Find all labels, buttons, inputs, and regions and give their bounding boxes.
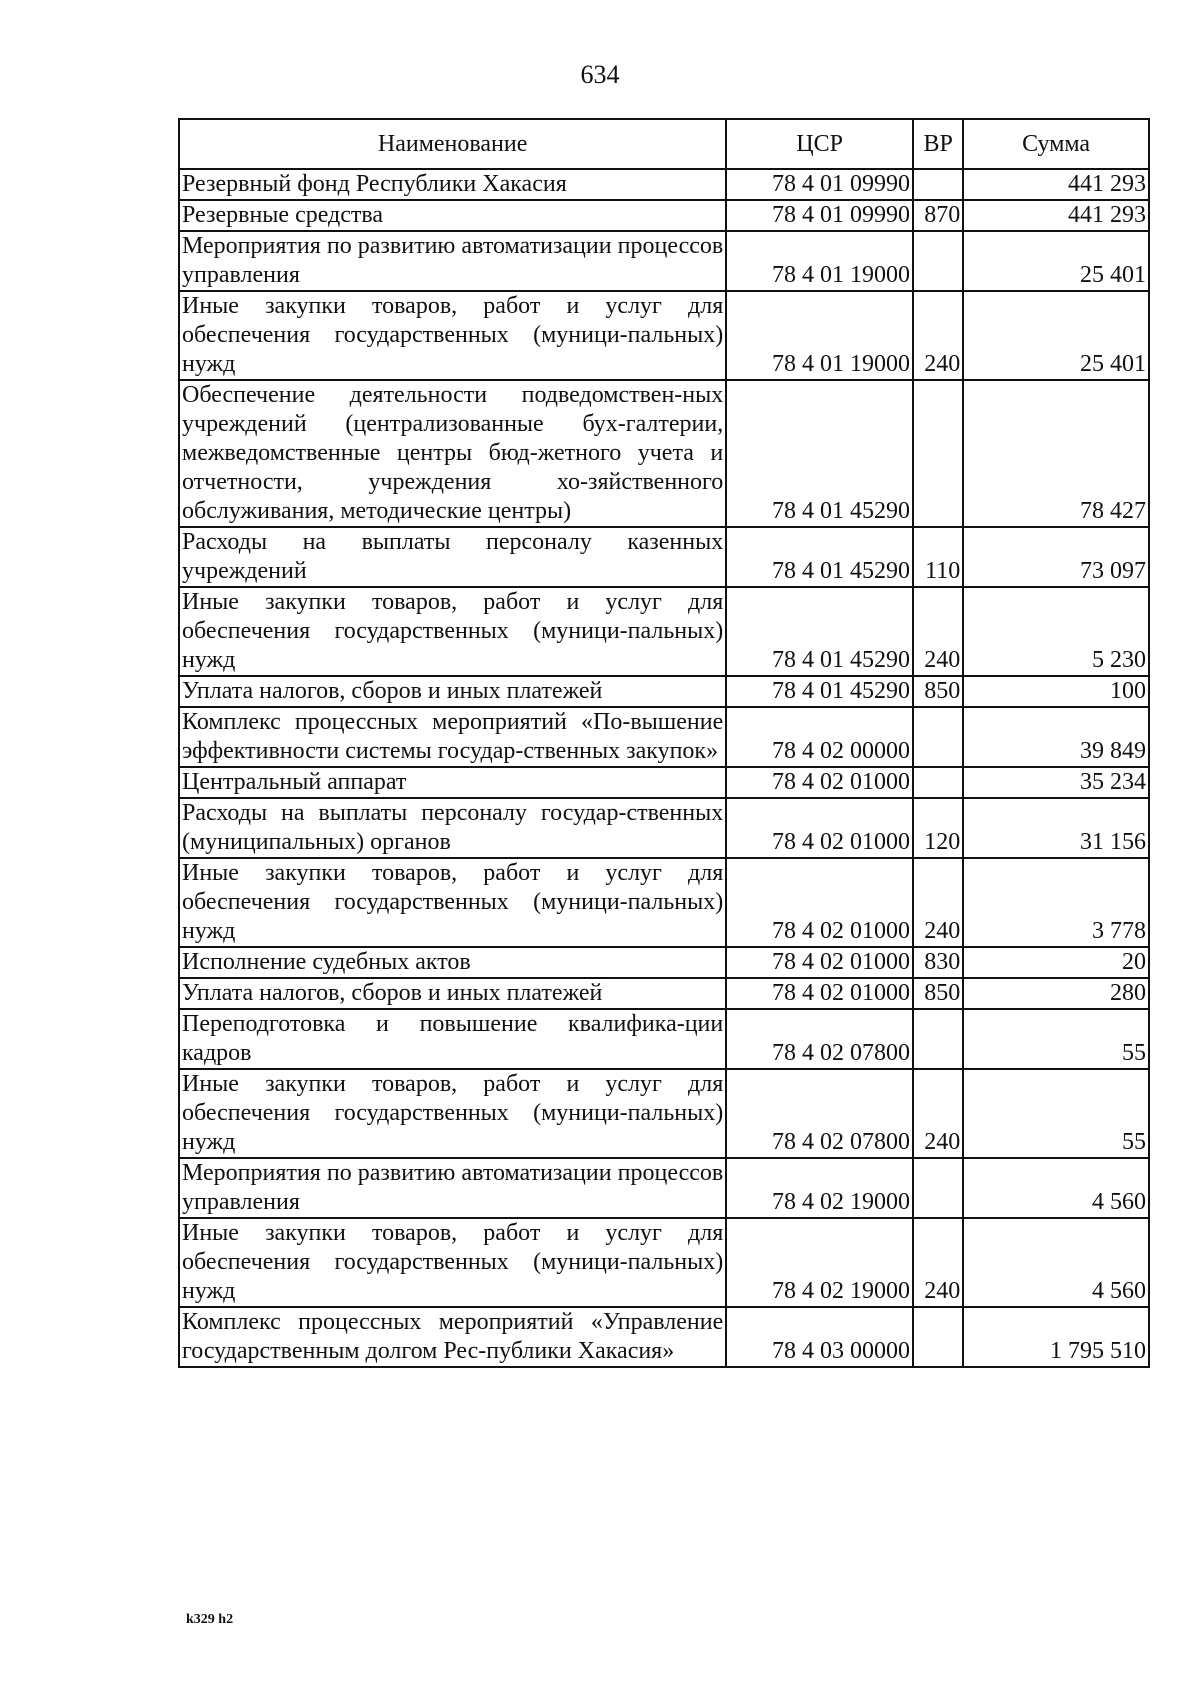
cell-sum: 441 293 xyxy=(963,200,1149,231)
cell-name: Комплекс процессных мероприятий «Управление государственным долгом Рес-публики Хакасия» xyxy=(179,1307,726,1367)
cell-vr xyxy=(913,380,963,527)
cell-sum: 280 xyxy=(963,978,1149,1009)
cell-sum: 55 xyxy=(963,1069,1149,1158)
cell-csr: 78 4 02 07800 xyxy=(726,1069,913,1158)
cell-sum: 25 401 xyxy=(963,291,1149,380)
table-row xyxy=(179,169,1149,200)
cell-vr xyxy=(913,1158,963,1218)
cell-csr: 78 4 02 01000 xyxy=(726,767,913,798)
cell-sum: 4 560 xyxy=(963,1218,1149,1307)
header-name: Наименование xyxy=(179,119,726,169)
cell-name: Иные закупки товаров, работ и услуг для обеспечения государственных (муници-пальных) нужд xyxy=(179,858,726,947)
cell-csr: 78 4 01 45290 xyxy=(726,380,913,527)
cell-sum: 39 849 xyxy=(963,707,1149,767)
table-row xyxy=(179,200,1149,231)
table-row xyxy=(179,978,1149,1009)
cell-vr: 240 xyxy=(913,1069,963,1158)
cell-name: Уплата налогов, сборов и иных платежей xyxy=(179,978,726,1009)
page-number: 634 xyxy=(580,60,620,89)
table-row xyxy=(179,1069,1149,1158)
cell-vr: 240 xyxy=(913,1218,963,1307)
table-row xyxy=(179,527,1149,587)
cell-name: Уплата налогов, сборов и иных платежей xyxy=(179,676,726,707)
table-row xyxy=(179,1218,1149,1307)
cell-sum: 78 427 xyxy=(963,380,1149,527)
cell-vr xyxy=(913,767,963,798)
table-body xyxy=(179,169,1149,1367)
table-row xyxy=(179,767,1149,798)
cell-name: Иные закупки товаров, работ и услуг для обеспечения государственных (муници-пальных) нужд xyxy=(179,1069,726,1158)
cell-name: Мероприятия по развитию автоматизации процессов управления xyxy=(179,1158,726,1218)
cell-vr xyxy=(913,231,963,291)
cell-sum: 4 560 xyxy=(963,1158,1149,1218)
cell-vr: 110 xyxy=(913,527,963,587)
cell-csr: 78 4 01 45290 xyxy=(726,676,913,707)
table-row xyxy=(179,707,1149,767)
cell-sum: 100 xyxy=(963,676,1149,707)
cell-vr: 850 xyxy=(913,978,963,1009)
cell-name: Расходы на выплаты персоналу государ-ственных (муниципальных) органов xyxy=(179,798,726,858)
cell-vr: 240 xyxy=(913,858,963,947)
table-row xyxy=(179,380,1149,527)
cell-vr: 240 xyxy=(913,291,963,380)
cell-csr: 78 4 01 45290 xyxy=(726,587,913,676)
header-sum: Сумма xyxy=(963,119,1149,169)
table-row xyxy=(179,291,1149,380)
cell-vr: 240 xyxy=(913,587,963,676)
cell-sum: 5 230 xyxy=(963,587,1149,676)
cell-name: Резервные средства xyxy=(179,200,726,231)
cell-name: Иные закупки товаров, работ и услуг для обеспечения государственных (муници-пальных) нужд xyxy=(179,587,726,676)
cell-csr: 78 4 02 01000 xyxy=(726,947,913,978)
table-row xyxy=(179,858,1149,947)
cell-csr: 78 4 02 19000 xyxy=(726,1158,913,1218)
cell-name: Иные закупки товаров, работ и услуг для обеспечения государственных (муници-пальных) нужд xyxy=(179,291,726,380)
cell-csr: 78 4 02 01000 xyxy=(726,798,913,858)
cell-csr: 78 4 02 01000 xyxy=(726,978,913,1009)
table-row xyxy=(179,798,1149,858)
cell-name: Иные закупки товаров, работ и услуг для обеспечения государственных (муници-пальных) нужд xyxy=(179,1218,726,1307)
cell-csr: 78 4 01 19000 xyxy=(726,231,913,291)
cell-name: Резервный фонд Республики Хакасия xyxy=(179,169,726,200)
cell-csr: 78 4 01 09990 xyxy=(726,169,913,200)
cell-csr: 78 4 01 45290 xyxy=(726,527,913,587)
cell-vr xyxy=(913,1307,963,1367)
cell-vr: 830 xyxy=(913,947,963,978)
table-row xyxy=(179,1158,1149,1218)
cell-sum: 1 795 510 xyxy=(963,1307,1149,1367)
cell-name: Мероприятия по развитию автоматизации процессов управления xyxy=(179,231,726,291)
cell-name: Исполнение судебных актов xyxy=(179,947,726,978)
cell-sum: 441 293 xyxy=(963,169,1149,200)
header-vr: ВР xyxy=(913,119,963,169)
cell-sum: 3 778 xyxy=(963,858,1149,947)
cell-csr: 78 4 03 00000 xyxy=(726,1307,913,1367)
cell-name: Центральный аппарат xyxy=(179,767,726,798)
footer-code: k329 h2 xyxy=(186,1612,234,1627)
cell-vr xyxy=(913,169,963,200)
cell-vr: 120 xyxy=(913,798,963,858)
cell-vr xyxy=(913,707,963,767)
cell-vr: 870 xyxy=(913,200,963,231)
table-row xyxy=(179,231,1149,291)
cell-csr: 78 4 02 00000 xyxy=(726,707,913,767)
table-row xyxy=(179,1009,1149,1069)
cell-sum: 31 156 xyxy=(963,798,1149,858)
budget-table xyxy=(178,118,1150,1368)
cell-name: Переподготовка и повышение квалифика-ции кадров xyxy=(179,1009,726,1069)
cell-csr: 78 4 01 19000 xyxy=(726,291,913,380)
cell-vr xyxy=(913,1009,963,1069)
table-row xyxy=(179,587,1149,676)
cell-sum: 20 xyxy=(963,947,1149,978)
cell-csr: 78 4 01 09990 xyxy=(726,200,913,231)
cell-vr: 850 xyxy=(913,676,963,707)
cell-csr: 78 4 02 07800 xyxy=(726,1009,913,1069)
cell-name: Комплекс процессных мероприятий «По-вышение эффективности системы государ-ственных закупок» xyxy=(179,707,726,767)
cell-name: Расходы на выплаты персоналу казенных учреждений xyxy=(179,527,726,587)
header-csr: ЦСР xyxy=(726,119,913,169)
cell-sum: 55 xyxy=(963,1009,1149,1069)
table-header xyxy=(179,119,1149,169)
header-row xyxy=(179,119,1149,169)
table-row xyxy=(179,676,1149,707)
table-row xyxy=(179,947,1149,978)
cell-sum: 73 097 xyxy=(963,527,1149,587)
cell-name: Обеспечение деятельности подведомствен-ных учреждений (централизованные бух-галтерии, межведомственные центры бюд-жетного учета и отчетности, учреждения хо-зяйственного обслуживания, методические центры) xyxy=(179,380,726,527)
cell-sum: 25 401 xyxy=(963,231,1149,291)
cell-sum: 35 234 xyxy=(963,767,1149,798)
cell-csr: 78 4 02 01000 xyxy=(726,858,913,947)
cell-csr: 78 4 02 19000 xyxy=(726,1218,913,1307)
table-row xyxy=(179,1307,1149,1367)
